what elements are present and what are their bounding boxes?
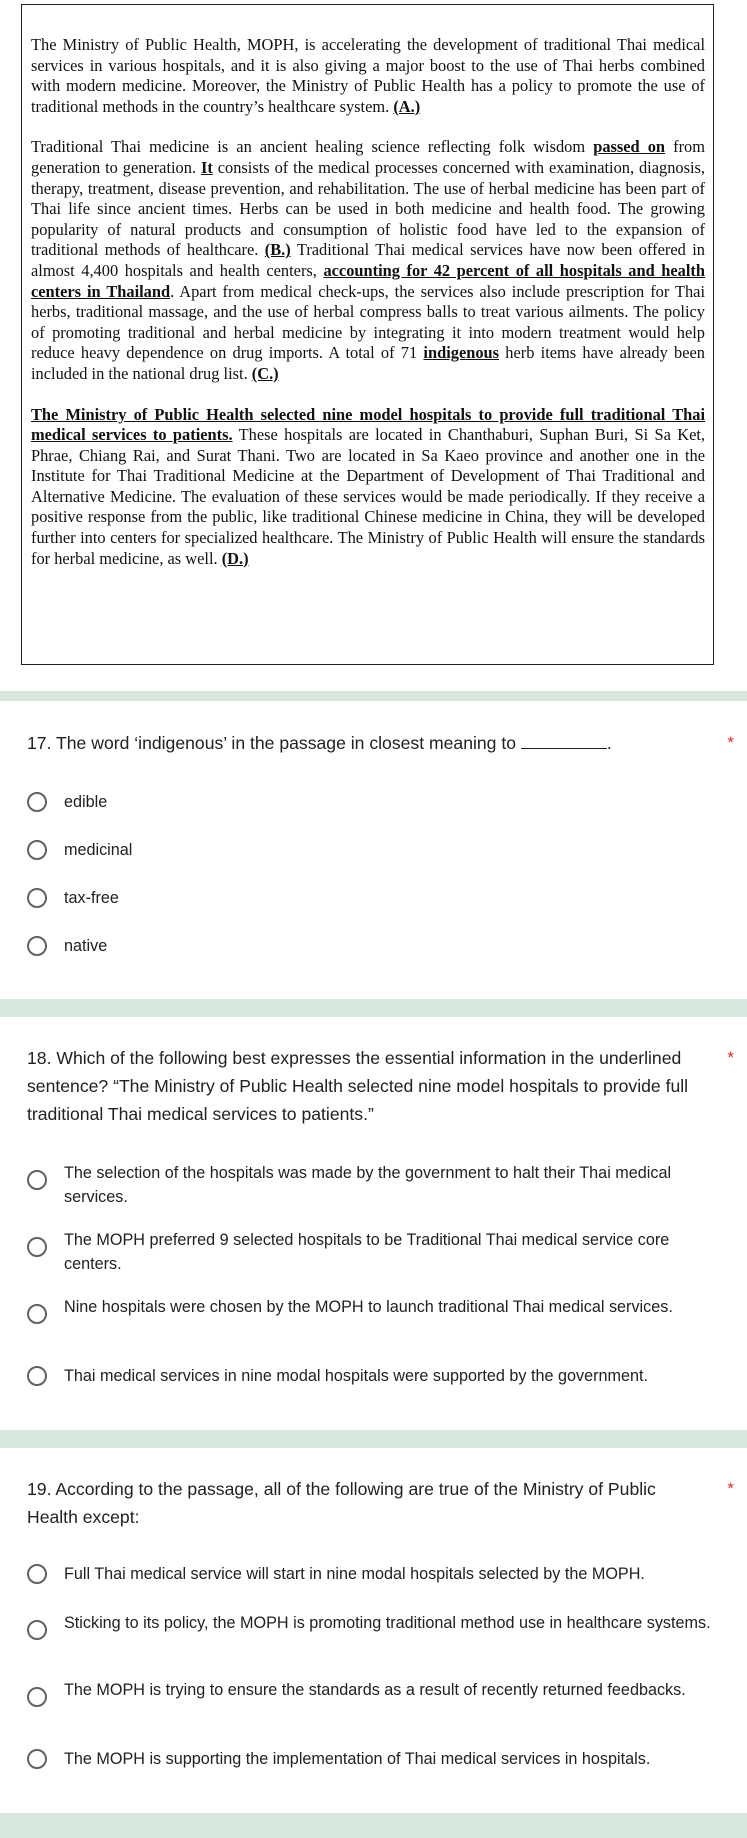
- radio-button[interactable]: [27, 888, 47, 908]
- underlined-indigenous: indigenous: [423, 343, 500, 363]
- passage-paragraph-1: The Ministry of Public Health, MOPH, is accelerating the development of traditional Thai medical services in various hospitals, and it is also giving a major boost to the use of Thai herbs combined with modern medicine. Moreover, the Ministry of Public Health has a policy to promote the use of traditional methods in the country’s healthcare system. (A.): [31, 35, 705, 116]
- question-card-18: [0, 1017, 747, 1430]
- radio-button[interactable]: [27, 792, 47, 812]
- question-title: 18. Which of the following best expresses the essential information in the underlined sentence? “The Ministry of Public Health selected nine model hospitals to provide full traditional Thai medical services to patients.”: [27, 1048, 689, 1124]
- underlined-ministry-sentence: The Ministry of Public Health selected nine model hospitals to provide full traditional Thai medical services to patients.: [31, 404, 705, 445]
- option-full-service-start[interactable]: Full Thai medical service will start in nine modal hospitals selected by the MOPH.: [27, 1564, 727, 1586]
- radio-button[interactable]: [27, 1564, 47, 1584]
- radio-button[interactable]: [27, 936, 47, 956]
- option-halt-services[interactable]: The selection of the hospitals was made by the government to halt their Thai medical services.: [27, 1161, 727, 1209]
- option-ensure-standards[interactable]: The MOPH is trying to ensure the standards as a result of recently returned feedbacks.: [27, 1678, 727, 1707]
- radio-button[interactable]: [27, 1366, 47, 1386]
- marker-d: (D.): [221, 548, 249, 568]
- marker-c: (C.): [251, 363, 279, 383]
- passage-paragraph-2: Traditional Thai medicine is an ancient healing science reflecting folk wisdom passed on from generation to generation. It consists of the medical processes concerned with examination, diagnosis, therapy, treatment, disease prevention, and rehabilitation. The use of herbal medicine has been part of Thai life since ancient times. Herbs can be used in both medicine and health food. The growing popularity of natural products and consumption of holistic food have led to the expansion of traditional methods of healthcare. (B.) Traditional Thai medical services have now been offered in almost 4,400 hospitals and health centers, accounting for 42 percent of all hospitals and health centers in Thailand. Apart from medical check-ups, the services also include prescription for Thai herbs, traditional massage, and the use of herbal compress balls to treat various ailments. The policy of promoting traditional and herbal medicine by integrating it into modern treatment would help reduce heavy dependence on drug imports. A total of 71 indigenous herb items have already been included in the national drug list. (C.): [31, 137, 706, 383]
- radio-button[interactable]: [27, 1237, 47, 1257]
- answer-blank: [521, 734, 607, 749]
- radio-button[interactable]: [27, 1620, 47, 1640]
- marker-b: (B.): [264, 240, 291, 260]
- radio-button[interactable]: [27, 1749, 47, 1769]
- required-asterisk: *: [727, 1048, 734, 1067]
- passage-panel: [0, 0, 747, 691]
- radio-button[interactable]: [27, 1304, 47, 1324]
- option-edible[interactable]: edible: [27, 792, 727, 814]
- option-sticking-to-policy[interactable]: Sticking to its policy, the MOPH is promoting traditional method use in healthcare systems.: [27, 1611, 727, 1640]
- required-asterisk: *: [727, 733, 734, 752]
- question-card-17: [0, 701, 747, 999]
- option-medicinal[interactable]: medicinal: [27, 840, 727, 862]
- question-card-19: [0, 1448, 747, 1813]
- underlined-passed-on: passed on: [593, 137, 666, 157]
- underlined-it: It: [200, 157, 213, 177]
- option-supported-by-government[interactable]: Thai medical services in nine modal hospitals were supported by the government.: [27, 1366, 727, 1388]
- underlined-accounting: accounting for 42 percent of all hospitals and health centers in Thailand: [31, 260, 705, 301]
- radio-button[interactable]: [27, 1687, 47, 1707]
- option-core-centers[interactable]: The MOPH preferred 9 selected hospitals to be Traditional Thai medical service core centers.: [27, 1228, 727, 1276]
- passage-paragraph-3: The Ministry of Public Health selected nine model hospitals to provide full traditional Thai medical services to patients. These hospitals are located in Chanthaburi, Suphan Buri, Si Sa Ket, Phrae, Chiang Rai, and Surat Thani. Two are located in Sa Kaeo province and another one in the Institute for Thai Traditional Medicine at the Department of Development of Thai Traditional and Alternative Medicine. The evaluation of these services would be made periodically. If they receive a positive response from the public, like traditional Chinese medicine in China, they will be developed further into centers for specialized healthcare. The Ministry of Public Health will ensure the standards for herbal medicine, as well. (D.): [31, 404, 705, 568]
- option-tax-free[interactable]: tax-free: [27, 888, 727, 910]
- question-title: 19. According to the passage, all of the following are true of the Ministry of Public Health except:: [27, 1479, 656, 1527]
- option-native[interactable]: native: [27, 936, 727, 958]
- required-asterisk: *: [727, 1479, 734, 1498]
- option-launch-services[interactable]: Nine hospitals were chosen by the MOPH to launch traditional Thai medical services.: [27, 1295, 727, 1324]
- marker-a: (A.): [393, 96, 421, 116]
- option-supporting-implementation[interactable]: The MOPH is supporting the implementation of Thai medical services in hospitals.: [27, 1749, 727, 1771]
- passage-text-box: [21, 4, 714, 665]
- radio-button[interactable]: [27, 840, 47, 860]
- radio-button[interactable]: [27, 1170, 47, 1190]
- question-title: 17. The word ‘indigenous’ in the passage in closest meaning to .: [27, 733, 612, 753]
